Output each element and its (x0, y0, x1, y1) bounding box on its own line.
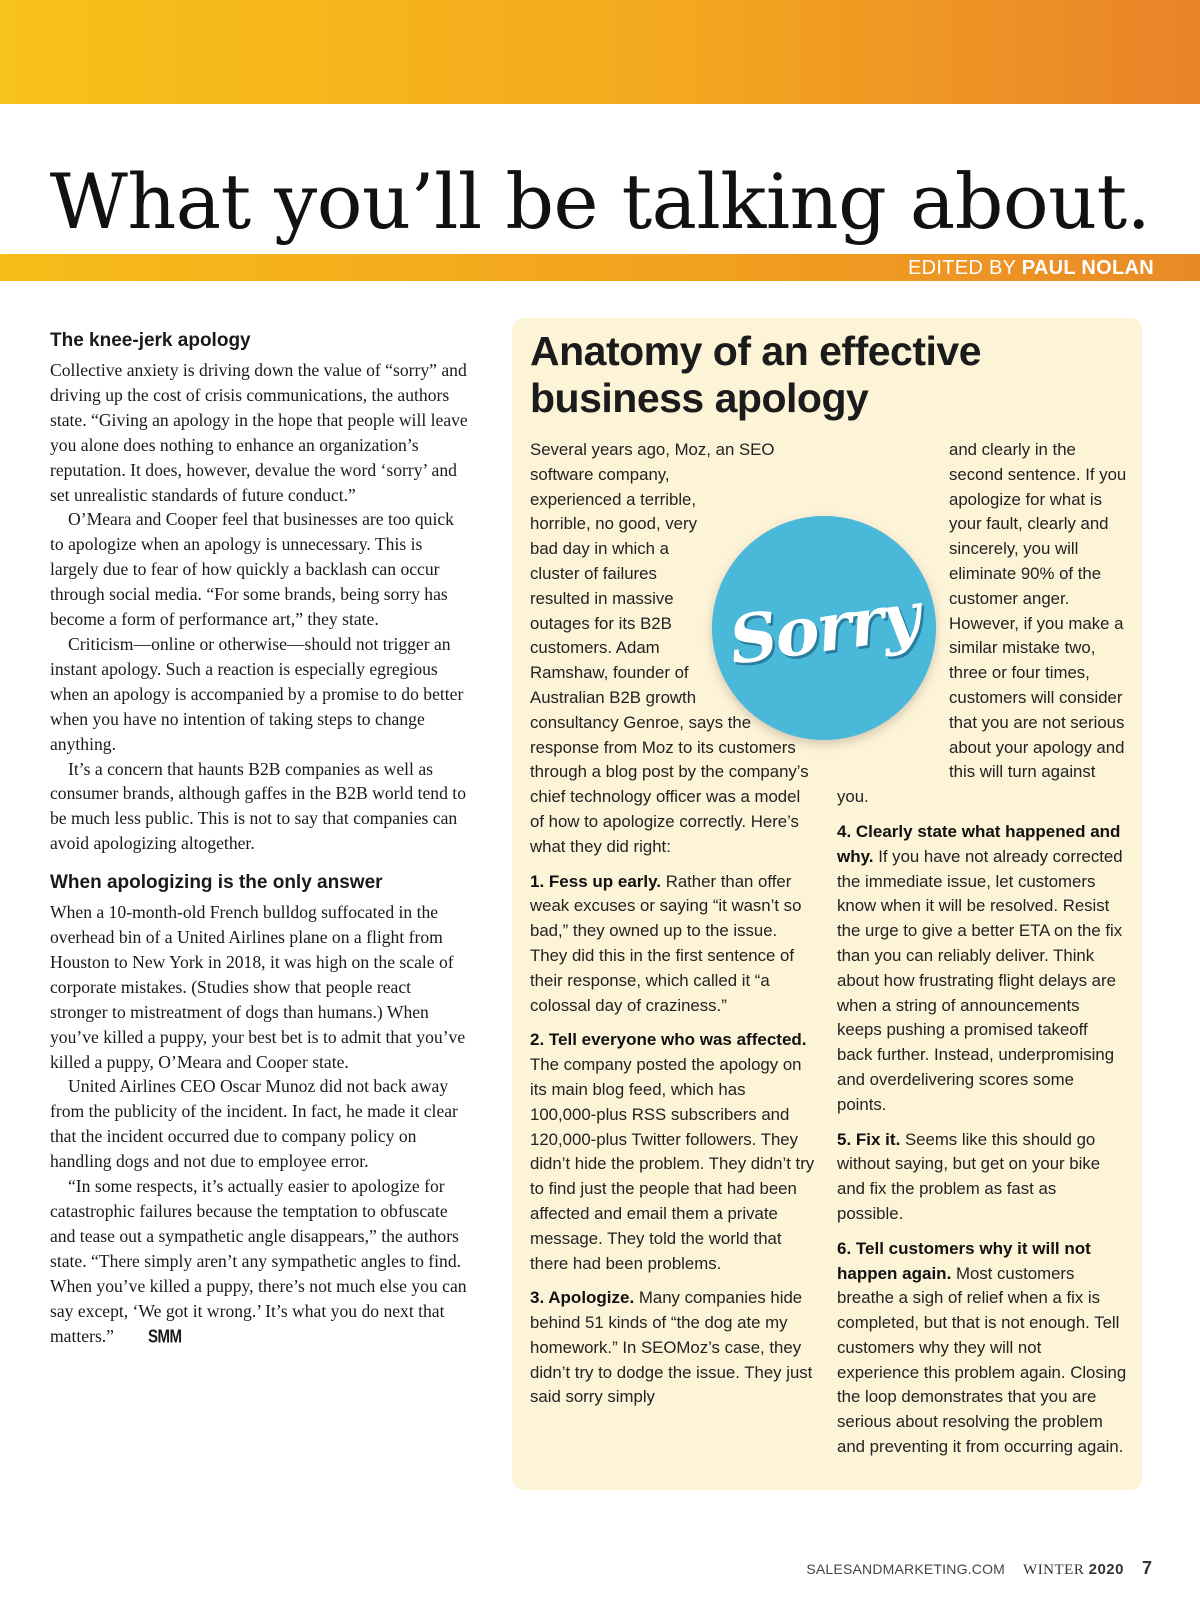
tip-item-3 (530, 1286, 815, 1410)
page-headline: What you’ll be talking about. (49, 157, 1151, 246)
tip-body: The company posted the apology on its main blog feed, which has 100,000-plus RSS subscribers and 120,000-plus Twitter followers. They didn’t hide the problem. They didn’t try to find just the people that had been affected and email them a private message. They told the world that there had been problems. (530, 1055, 815, 1273)
page-number: 7 (1141, 1558, 1152, 1578)
tip-item-5 (837, 1128, 1127, 1227)
tip-heading: 5. Fix it. (837, 1129, 901, 1149)
paragraph: O’Meara and Cooper feel that businesses are too quick to apologize when an apology is unnecessary. This is largely due to fear of how quickly a backlash can occur through social media. “For some brands, being sorry has become a form of performance art,” they state. (50, 509, 454, 630)
section-heading-knee-jerk: The knee-jerk apology (50, 330, 251, 351)
paragraph-final (50, 1174, 470, 1350)
tip-body: Rather than offer weak excuses or saying “it wasn’t so bad,” they owned up to the issue. They did this in the first sentence of their response, which called it “a colossal day of craziness.” (530, 871, 802, 1015)
tip-body: If you have not already corrected the immediate issue, let customers know when it will be resolved. Resist the urge to give a better ETA on the fix than you can reliably deliver. Think about how frustrating flight delays are when a string of announcements keeps pushing a promised takeoff back further. Instead, underpromising and overdelivering scores some points. (837, 846, 1123, 1114)
tip-heading: 4. Clearly state what happened and why. (837, 821, 1121, 866)
footer-year: 2020 (1088, 1561, 1124, 1578)
tip-item-2 (530, 1028, 815, 1276)
tip-heading: 6. Tell customers why it will not happen again. (837, 1238, 1091, 1283)
tip-body: Most customers breathe a sigh of relief when a fix is completed, but that is not enough. Tell customers why they will not experience this problem again. Closing the loop demonstrates that you are serious about resolving the problem and preventing it from occurring again. (837, 1263, 1127, 1457)
sorry-lettering: Sorry (724, 576, 924, 680)
tip-item-1 (530, 870, 815, 1019)
editor-prefix: EDITED BY (907, 257, 1022, 279)
footer-site: SALESANDMARKETING.COM (806, 1561, 1006, 1577)
tip-item-6 (837, 1237, 1127, 1460)
top-color-band (0, 0, 1200, 104)
footer-issue (1023, 1558, 1124, 1582)
tip-heading: 1. Fess up early. (530, 871, 662, 891)
footer-season: WINTER (1023, 1562, 1089, 1578)
editor-name: PAUL NOLAN (1021, 257, 1154, 279)
tip-item-4 (837, 820, 1127, 1118)
editor-credit (908, 256, 1154, 280)
tip-body: Seems like this should go without saying, but get on your bike and fix the problem as fast as possible. (837, 1129, 1101, 1223)
tip-heading: 2. Tell everyone who was affected. (530, 1030, 807, 1050)
sidebar-title: Anatomy of an effective business apology (530, 328, 981, 421)
page-footer (806, 1556, 1152, 1580)
section-heading-only-answer: When apologizing is the only answer (50, 872, 383, 894)
tip-body: Many companies hide behind 51 kinds of “the dog ate my homework.” In SEOMoz’s case, they didn’t try to dodge the issue. They just said sorry simply (530, 1288, 813, 1407)
paragraph: When a 10-month-old French bulldog suffocated in the overhead bin of a United Airlines plane on a flight from Houston to New York in 2018, it was high on the scale of corporate mistakes. (Studies show that people react stronger to mistreatment of dogs than humans.) When you’ve killed a puppy, your best bet is to admit that you’ve killed a puppy, O’Meara and Cooper state. (50, 902, 466, 1072)
paragraph-text: “In some respects, it’s actually easier to apologize for catastrophic failures because the temptation to obfuscate and tease out a sympathetic angle disappears,” the authors state. “There simply aren’t any sympathetic angles to find. When you’ve killed a puppy, there’s not much else you can say except, ‘We got it wrong.’ It’s what you do next that matters.” (50, 1176, 467, 1346)
paragraph: Collective anxiety is driving down the value of “sorry” and driving up the cost of crisis communications, the authors state. “Giving an apology in the hope that people will leave you alone does nothing to enhance an organization’s reputation. It does, however, devalue the word ‘sorry’ and set unrealistic standards of future conduct.” (50, 360, 468, 505)
sorry-badge-illustration (712, 516, 936, 740)
left-column (50, 328, 470, 1350)
paragraph: Criticism—online or otherwise—should not trigger an instant apology. Such a reaction is especially egregious when an apology is accompanied by a promise to do better when you have no intention of taking steps to change anything. (50, 633, 464, 754)
paragraph: United Airlines CEO Oscar Munoz did not back away from the publicity of the incident. In fact, he made it clear that the incident occurred due to company policy on handling dogs and not due to employee error. (50, 1076, 458, 1172)
sidebar-intro: Several years ago, Moz, an SEO software company, experienced a terrible, horrible, no good, very bad day in which a cluster of failures resulted in massive outages for its B2B customers. Adam Ramshaw, founder of Australian B2B growth consultancy Genroe, says the response from Moz to its customers through a blog post by the company’s chief technology officer was a model of how to apologize correctly. Here’s what they did right: (530, 440, 809, 856)
apology-sidebar (512, 318, 1142, 1490)
tip-heading: 3. Apologize. (530, 1288, 635, 1308)
smm-end-mark: SMM (148, 1326, 182, 1348)
sidebar-continuation: and clearly in the second sentence. If you apologize for what is your fault, clearly and sincerely, you will eliminate 90% of the customer anger. However, if you make a similar mistake two, three or four times, customers will consider that you are not serious about your apology and this will turn against you. (837, 440, 1127, 807)
paragraph: It’s a concern that haunts B2B companies as well as consumer brands, although gaffes in the B2B world tend to be much less public. This is not to say that companies can avoid apologizing altogether. (50, 758, 466, 854)
